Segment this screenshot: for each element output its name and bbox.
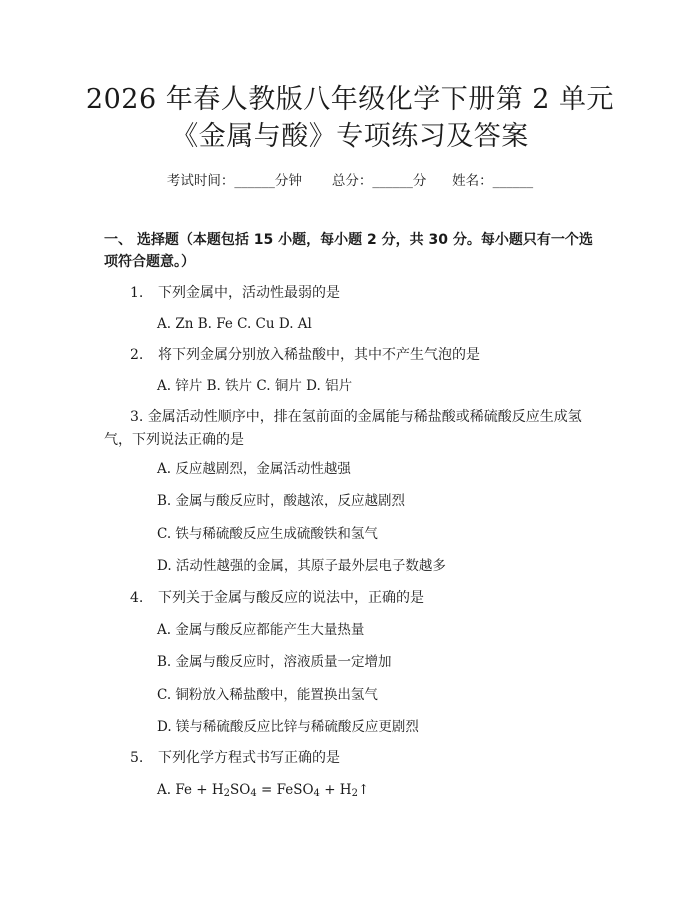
section-heading: 一、 选择题（本题包括 15 小题，每小题 2 分，共 30 分。每小题只有一个选项符合题意。）: [104, 232, 593, 270]
document-title-line2: 《金属与酸》专项练习及答案: [171, 121, 529, 152]
question-number: 3.: [130, 409, 144, 425]
question-3-option-c: C. 铁与稀硫酸反应生成硫酸铁和氢气: [157, 526, 378, 542]
question-2-options: A. 锌片 B. 铁片 C. 铜片 D. 铝片: [157, 378, 353, 394]
question-1-options: A. Zn B. Fe C. Cu D. Al: [157, 316, 312, 332]
question-number: 2.: [130, 347, 144, 363]
question-4-option-c: C. 铜粉放入稀盐酸中，能置换出氢气: [157, 687, 378, 703]
question-number: 5.: [130, 750, 144, 766]
question-stem: 下列金属中，活动性最弱的是: [158, 285, 340, 301]
question-4: [130, 588, 424, 609]
total-score-field: 总分：______分: [331, 173, 427, 189]
question-3-option-d: D. 活动性越强的金属，其原子最外层电子数越多: [157, 558, 446, 574]
question-stem: 下列化学方程式书写正确的是: [158, 750, 340, 766]
question-1: [130, 283, 340, 304]
question-3-option-a: A. 反应越剧烈，金属活动性越强: [157, 461, 351, 477]
exam-info: [0, 169, 700, 189]
document-title-line1: 2026 年春人教版八年级化学下册第 2 单元: [85, 84, 615, 115]
question-3-option-b: B. 金属与酸反应时，酸越浓，反应越剧烈: [157, 493, 406, 509]
question-3: [104, 406, 594, 452]
question-4-option-b: B. 金属与酸反应时，溶液质量一定增加: [157, 654, 392, 670]
exam-time-field: 考试时间：______分钟: [166, 173, 302, 189]
question-5-option-a: A. $Fe + H_2SO_4$ = FeSO$_4$ + $H_2↑$: [157, 782, 370, 799]
question-number: 4.: [130, 590, 144, 606]
question-5: [130, 748, 340, 769]
question-stem: 下列关于金属与酸反应的说法中，正确的是: [158, 590, 424, 606]
question-number: 1.: [130, 285, 144, 301]
question-stem: 将下列金属分别放入稀盐酸中，其中不产生气泡的是: [158, 347, 480, 363]
student-name-field: 姓名：______: [452, 173, 534, 189]
question-4-option-a: A. 金属与酸反应都能产生大量热量: [157, 622, 365, 638]
question-stem: 金属活动性顺序中，排在氢前面的金属能与稀盐酸或稀硫酸反应生成氢气，下列说法正确的是: [104, 409, 582, 448]
question-4-option-d: D. 镁与稀硫酸反应比锌与稀硫酸反应更剧烈: [157, 719, 419, 735]
question-2: [130, 345, 480, 366]
